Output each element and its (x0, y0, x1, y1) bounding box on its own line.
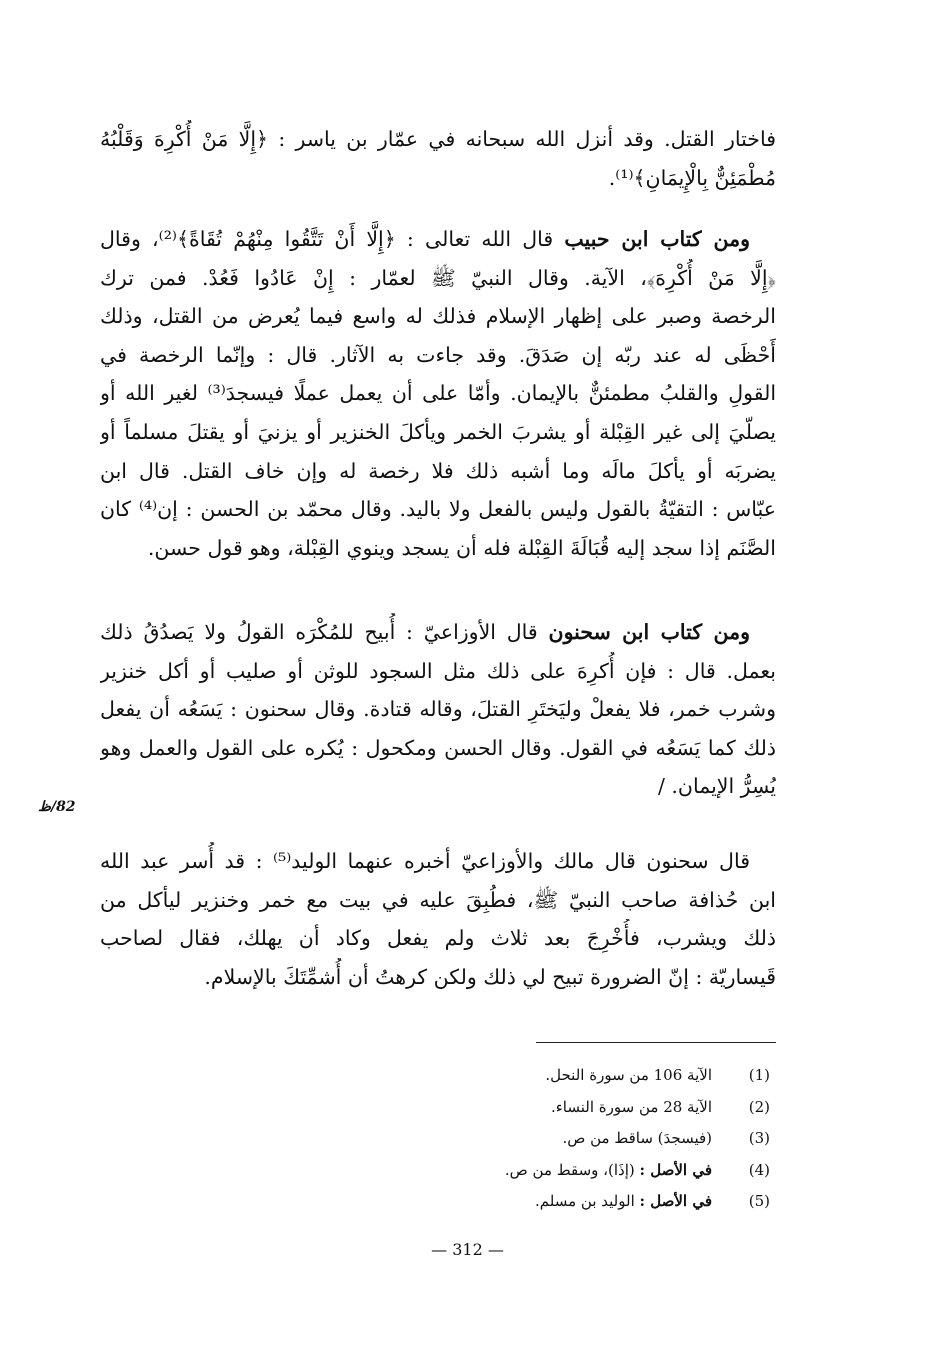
footnote-text (300, 1060, 712, 1092)
paragraph-2 (100, 220, 776, 567)
footnote-number: (5) (748, 1192, 770, 1210)
text-line: فاختار القتل. وقد أنزل الله سبحانه في عمّار بن ياسر : ﴿إِلَّا مَنْ أُكْرِهَ وَقَلْبُهُ (100, 127, 776, 151)
text-line: مُطْمَئِنٌّ بِالْإِيمَانِ﴾⁽¹⁾. (608, 165, 776, 190)
text-line: وشرب خمر، فلا يفعلْ وليَختَرِ القتلَ، وقاله قتادة. وقال سحنون : يَسَعُه أن يفعل (100, 697, 776, 722)
footnote-number: (3) (748, 1129, 770, 1147)
section-heading: ومن كتاب ابن حبيب (564, 227, 750, 251)
footnote-number: (4) (748, 1160, 770, 1179)
text-line: ذلك ويشرب، فأُخْرِجَ بعد ثلاث ولم يفعل وكاد أن يهلك، فقال لصاحب (100, 926, 776, 951)
text-line: بعمل. قال : فإن أُكرِهَ على ذلك مثل السجود للوثن أو صليب أو أكل خنزير (100, 658, 776, 683)
footnote-item (300, 1123, 776, 1155)
folio-margin-note: 82/ظ (38, 799, 76, 815)
footnote-text (300, 1155, 712, 1187)
footnote-bold-prefix: في الأصل : (639, 1192, 712, 1210)
footnote-body: الوليد بن مسلم. (535, 1192, 640, 1210)
footnote-item (300, 1060, 776, 1092)
paragraph-1 (100, 120, 776, 197)
text-line: عبّاس : التقيّةُ بالقول وليس بالفعل ولا باليد. وقال محمّد بن الحسن : إن⁽⁴⁾ كان (100, 497, 776, 522)
text-line (100, 613, 776, 652)
text-line-rest: قال الأوزاعيّ : أُبيح للمُكْرَه القولُ ولا يَصدُقُ ذلك (100, 620, 549, 644)
text-line: يُسِرُّ الإيمان. / (657, 774, 776, 799)
footnotes (300, 1060, 776, 1218)
footnote-item (300, 1186, 776, 1218)
footnote-number: (2) (748, 1097, 770, 1116)
footnote-number: (1) (748, 1066, 770, 1084)
footnote-body: (إذَا)، وسقط من ص. (504, 1160, 640, 1179)
text-line: يضربَه أو يأكلَ مالَه وما أشبه ذلك فلا رخصة له وإن خاف القتل. قال ابن (100, 458, 776, 483)
footnote-bold-prefix: في الأصل : (639, 1160, 712, 1179)
text-line: ذلك كما يَسَعُه في القول. وقال الحسن ومكحول : يُكره على القول والعمل وهو (100, 735, 776, 760)
footnote-divider (536, 1042, 776, 1043)
page-number: — 312 — (431, 1240, 504, 1259)
text-line: القولِ والقلبُ مطمئنٌّ بالإيمان. وأمّا على أن يعمل عملًا فيسجدَ⁽³⁾ لغير الله أو (100, 381, 776, 406)
text-line-rest: قال الله تعالى : ﴿إِلَّا أَنْ تَتَّقُوا مِنْهُمْ تُقَاةً﴾⁽²⁾، وقال (100, 227, 565, 251)
footnote-text (300, 1092, 712, 1124)
paragraph-4 (100, 842, 776, 996)
paragraph-3 (100, 613, 776, 806)
text-line: يصلّيَ إلى غير القِبْلة أو يشربَ الخمر ويأكلَ الخنزير أو يزنيَ أو يقتلَ مسلماً أو (100, 419, 776, 444)
footnote-body: الآية 28 من سورة النساء. (550, 1097, 712, 1116)
footnote-item (300, 1155, 776, 1187)
text-line: الصَّنَم إذا سجد إليه قُبَالَةَ القِبْلة فله أن يسجد وينوي القِبْلة، وهو قول حسن. (147, 535, 776, 560)
footnote-text (300, 1186, 712, 1218)
text-line: ابن حُذافة صاحب النبيّ ﷺ، فطُبِقَ عليه في بيت مع خمر وخنزير ليأكل من (100, 887, 776, 912)
section-heading: ومن كتاب ابن سحنون (548, 620, 750, 644)
text-line: قال سحنون قال مالك والأوزاعيّ أخبره عنهما الوليد⁽⁵⁾ : قد أُسر عبد الله (100, 849, 750, 873)
footnote-text (300, 1123, 712, 1155)
text-line: الرخصة وصبر على إظهار الإسلام فذلك له واسع فيما يُعرض من القتل، وذلك (100, 304, 776, 329)
footnote-body: (فيسجدَ) ساقط من ص. (562, 1129, 712, 1147)
footnote-item (300, 1092, 776, 1124)
text-line (100, 220, 776, 259)
text-line: أَحْظَى له عند ربّه إن صَدَقَ. وقد جاءت به الآثار. قال : وإنّما الرخصة في (100, 342, 776, 367)
footnote-body: الآية 106 من سورة النحل. (545, 1066, 712, 1084)
text-line: قَيساريّة : إنّ الضرورة تبيح لي ذلك ولكن كرهتُ أن أُشمِّتَكَ بالإسلام. (204, 964, 776, 989)
text-line: ﴿إِلَّا مَنْ أُكْرِهَ﴾، الآية. وقال النبيّ ﷺ لعمّار : إِنْ عَادُوا فَعُدْ. فمن ترك (100, 265, 776, 290)
